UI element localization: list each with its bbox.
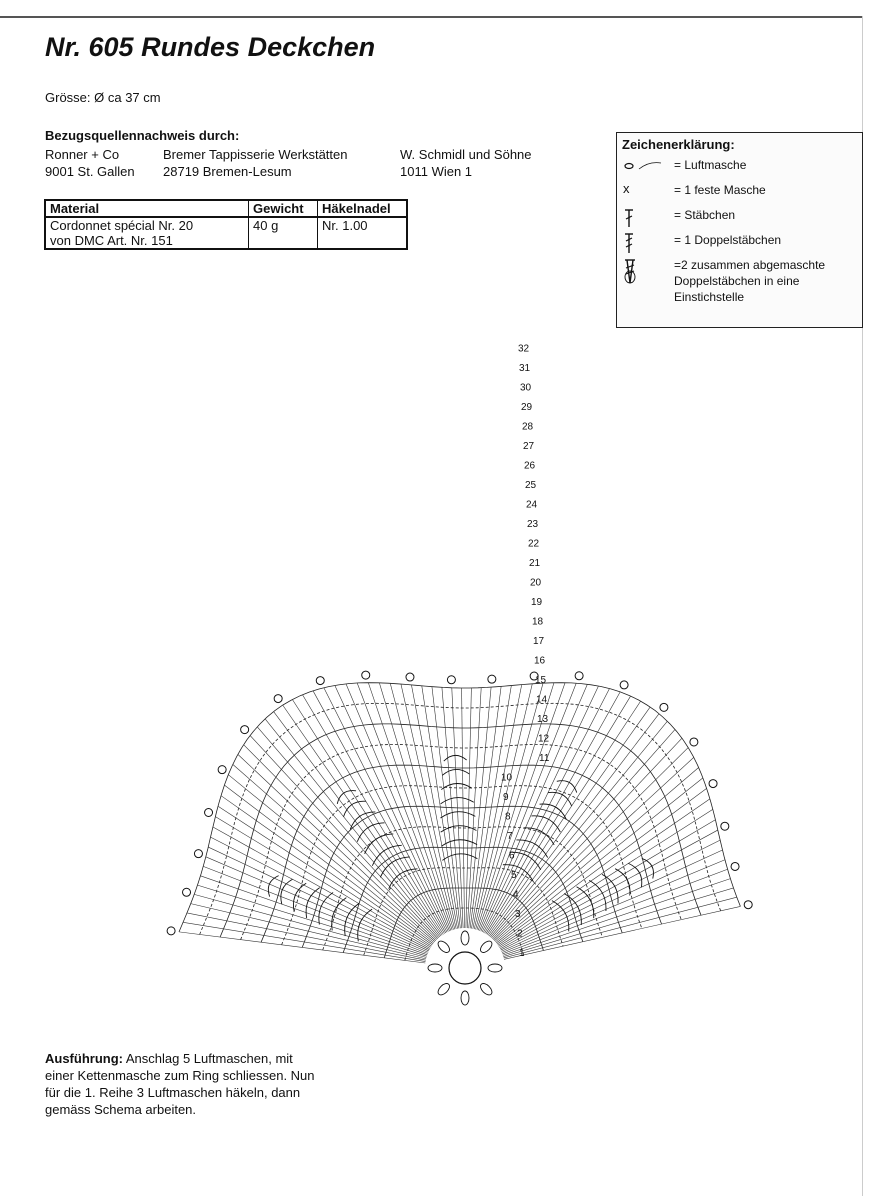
chart-stitch-line	[496, 778, 703, 943]
col-header-material: Material	[45, 200, 249, 217]
chart-stitch-line	[324, 688, 447, 933]
top-rule	[0, 16, 862, 18]
single-crochet-icon: x	[623, 181, 630, 196]
chart-stitch-line	[502, 869, 727, 954]
chart-stitch-line	[228, 775, 434, 943]
chart-stitch-line	[504, 906, 740, 959]
instructions-text: Anschlag 5 Luftmaschen, mit einer Kettenmasche zum Ring schliessen. Nun für die 1. Reihe 3 Luftmaschen häkeln, dann gemäss Schema arbeiten.	[45, 1051, 315, 1117]
chart-round	[302, 806, 622, 947]
supplier-bremer	[163, 146, 347, 180]
supplier-address: 28719 Bremen-Lesum	[163, 164, 292, 179]
chart-picot	[274, 695, 282, 703]
row-number-label: 24	[526, 499, 538, 511]
legend-label-line: =2 zusammen abgemaschte	[674, 258, 826, 272]
legend-label-line: Einstichstelle	[674, 290, 745, 304]
chart-picot	[721, 822, 729, 830]
chart-stitch-line	[224, 785, 433, 944]
col-header-weight: Gewicht	[249, 200, 318, 217]
legend-label: = Stäbchen	[674, 208, 736, 222]
chart-round	[241, 745, 682, 940]
supplier-address: 9001 St. Gallen	[45, 164, 135, 179]
weight-cell: 40 g	[249, 217, 318, 249]
chart-picot	[183, 888, 191, 896]
chart-picot	[241, 726, 249, 734]
row-number-label: 15	[535, 675, 547, 686]
row-number-label: 13	[537, 714, 549, 725]
row-number-label: 31	[519, 363, 531, 374]
row-number-label: 32	[518, 343, 530, 355]
page-title: Nr. 605 Rundes Deckchen	[45, 32, 376, 62]
chart-round	[282, 786, 642, 945]
chart-picot	[575, 672, 583, 680]
chart-stitch-line	[257, 727, 439, 938]
instructions-paragraph	[45, 1050, 315, 1118]
legend-label	[674, 257, 825, 305]
row-number-label: 26	[524, 460, 536, 472]
row-number-label: 12	[538, 733, 550, 745]
legend-label: = Luftmasche	[674, 158, 747, 172]
chart-center-petal	[436, 939, 452, 955]
legend-label-line: Doppelstäbchen in eine	[674, 274, 800, 288]
row-number-label: 16	[534, 655, 546, 667]
crochet-chart-diagram	[40, 340, 830, 1050]
legend-label: = 1 feste Masche	[674, 183, 766, 197]
treble-cluster-icon	[621, 257, 671, 281]
chart-stitch-line	[411, 685, 457, 929]
material-cell	[45, 217, 249, 249]
chart-center-petal	[461, 931, 469, 945]
chart-round	[200, 703, 721, 934]
chart-picot	[488, 675, 496, 683]
row-number-label: 21	[529, 558, 541, 569]
row-number-label: 29	[521, 402, 533, 413]
row-number-label: 22	[528, 538, 540, 550]
row-number-label: 1	[519, 948, 525, 959]
chart-stitch-line	[187, 913, 426, 960]
table-header-row	[45, 200, 407, 217]
material-table	[44, 199, 408, 250]
chart-stitch-line	[490, 721, 667, 937]
table-row	[45, 217, 407, 249]
chart-center-ring	[449, 952, 481, 984]
chart-picot	[620, 681, 628, 689]
chart-stitch-line	[238, 754, 436, 940]
row-number-label: 2	[517, 928, 523, 940]
chart-center-petal	[488, 964, 502, 972]
chart-stitch-line	[233, 764, 435, 941]
legend-title: Zeichenerklärung:	[622, 137, 735, 152]
row-number-label: 17	[533, 636, 545, 647]
row-number-label: 20	[530, 577, 542, 589]
row-number-label: 18	[532, 616, 544, 628]
row-number-label: 30	[520, 382, 532, 394]
row-number-label: 11	[539, 753, 550, 764]
chart-stitch-line	[368, 683, 452, 930]
supplier-address: 1011 Wien 1	[400, 164, 473, 179]
chart-picot	[447, 676, 455, 684]
chart-stitch-line	[501, 850, 722, 951]
chart-picot	[709, 780, 717, 788]
hook-cell: Nr. 1.00	[318, 217, 408, 249]
legend-box	[616, 132, 863, 328]
instructions-label: Ausführung:	[45, 1051, 123, 1066]
chart-picot	[362, 671, 370, 679]
supplier-name: Ronner + Co	[45, 147, 120, 162]
supplier-ronner	[45, 146, 135, 180]
row-number-label: 10	[501, 772, 513, 784]
treble-crochet-icon	[621, 232, 671, 256]
chart-center-petal	[436, 981, 452, 997]
row-number-label: 19	[531, 597, 543, 608]
chart-picot	[194, 850, 202, 858]
material-line: von DMC Art. Nr. 151	[50, 233, 173, 248]
chart-stitch-line	[313, 691, 446, 933]
chart-picot	[167, 927, 175, 935]
chart-stitch-line	[502, 860, 725, 953]
chart-center-petal	[461, 991, 469, 1005]
chart-picot	[731, 862, 739, 870]
chart-stitch-line	[265, 719, 440, 937]
sources-heading: Bezugsquellennachweis durch:	[45, 128, 240, 143]
chart-picot	[690, 738, 698, 746]
row-number-label: 9	[503, 792, 509, 803]
legend-label: = 1 Doppelstäbchen	[674, 233, 782, 247]
chart-stitch-line	[218, 806, 431, 946]
row-number-label: 23	[527, 519, 539, 530]
row-number-label: 14	[536, 694, 548, 706]
row-number-label: 28	[522, 421, 534, 433]
chart-center-petal	[478, 981, 494, 997]
double-crochet-icon	[621, 207, 671, 231]
row-number-label: 7	[507, 831, 513, 842]
chart-stitch-line	[250, 735, 438, 938]
row-number-label: 5	[511, 870, 517, 881]
chart-picot	[406, 673, 414, 681]
chart-picot	[205, 809, 213, 817]
material-line: Cordonnet spécial Nr. 20	[50, 218, 194, 233]
chart-picot	[744, 901, 752, 909]
chart-stitch-line	[303, 695, 445, 934]
chart-picot	[316, 677, 324, 685]
chain-stitch-icon	[621, 157, 671, 181]
supplier-name: Bremer Tappisserie Werkstätten	[163, 147, 348, 162]
size-info: Grösse: Ø ca 37 cm	[45, 90, 161, 105]
row-number-label: 8	[505, 811, 511, 823]
chart-stitch-line	[335, 685, 448, 931]
supplier-name: W. Schmidl und Söhne	[400, 147, 532, 162]
chart-picot	[660, 703, 668, 711]
chart-center-petal	[428, 964, 442, 972]
chart-round	[179, 683, 740, 932]
row-number-label: 25	[525, 480, 537, 491]
row-number-label: 6	[509, 850, 515, 862]
chart-center-petal	[478, 939, 494, 955]
chart-stitch-line	[200, 876, 427, 955]
row-number-label: 4	[513, 889, 519, 901]
col-header-hook: Häkelnadel	[318, 200, 408, 217]
chart-picot	[218, 766, 226, 774]
row-number-label: 27	[523, 441, 535, 452]
supplier-schmidl	[400, 146, 532, 180]
row-number-label: 3	[515, 909, 521, 920]
